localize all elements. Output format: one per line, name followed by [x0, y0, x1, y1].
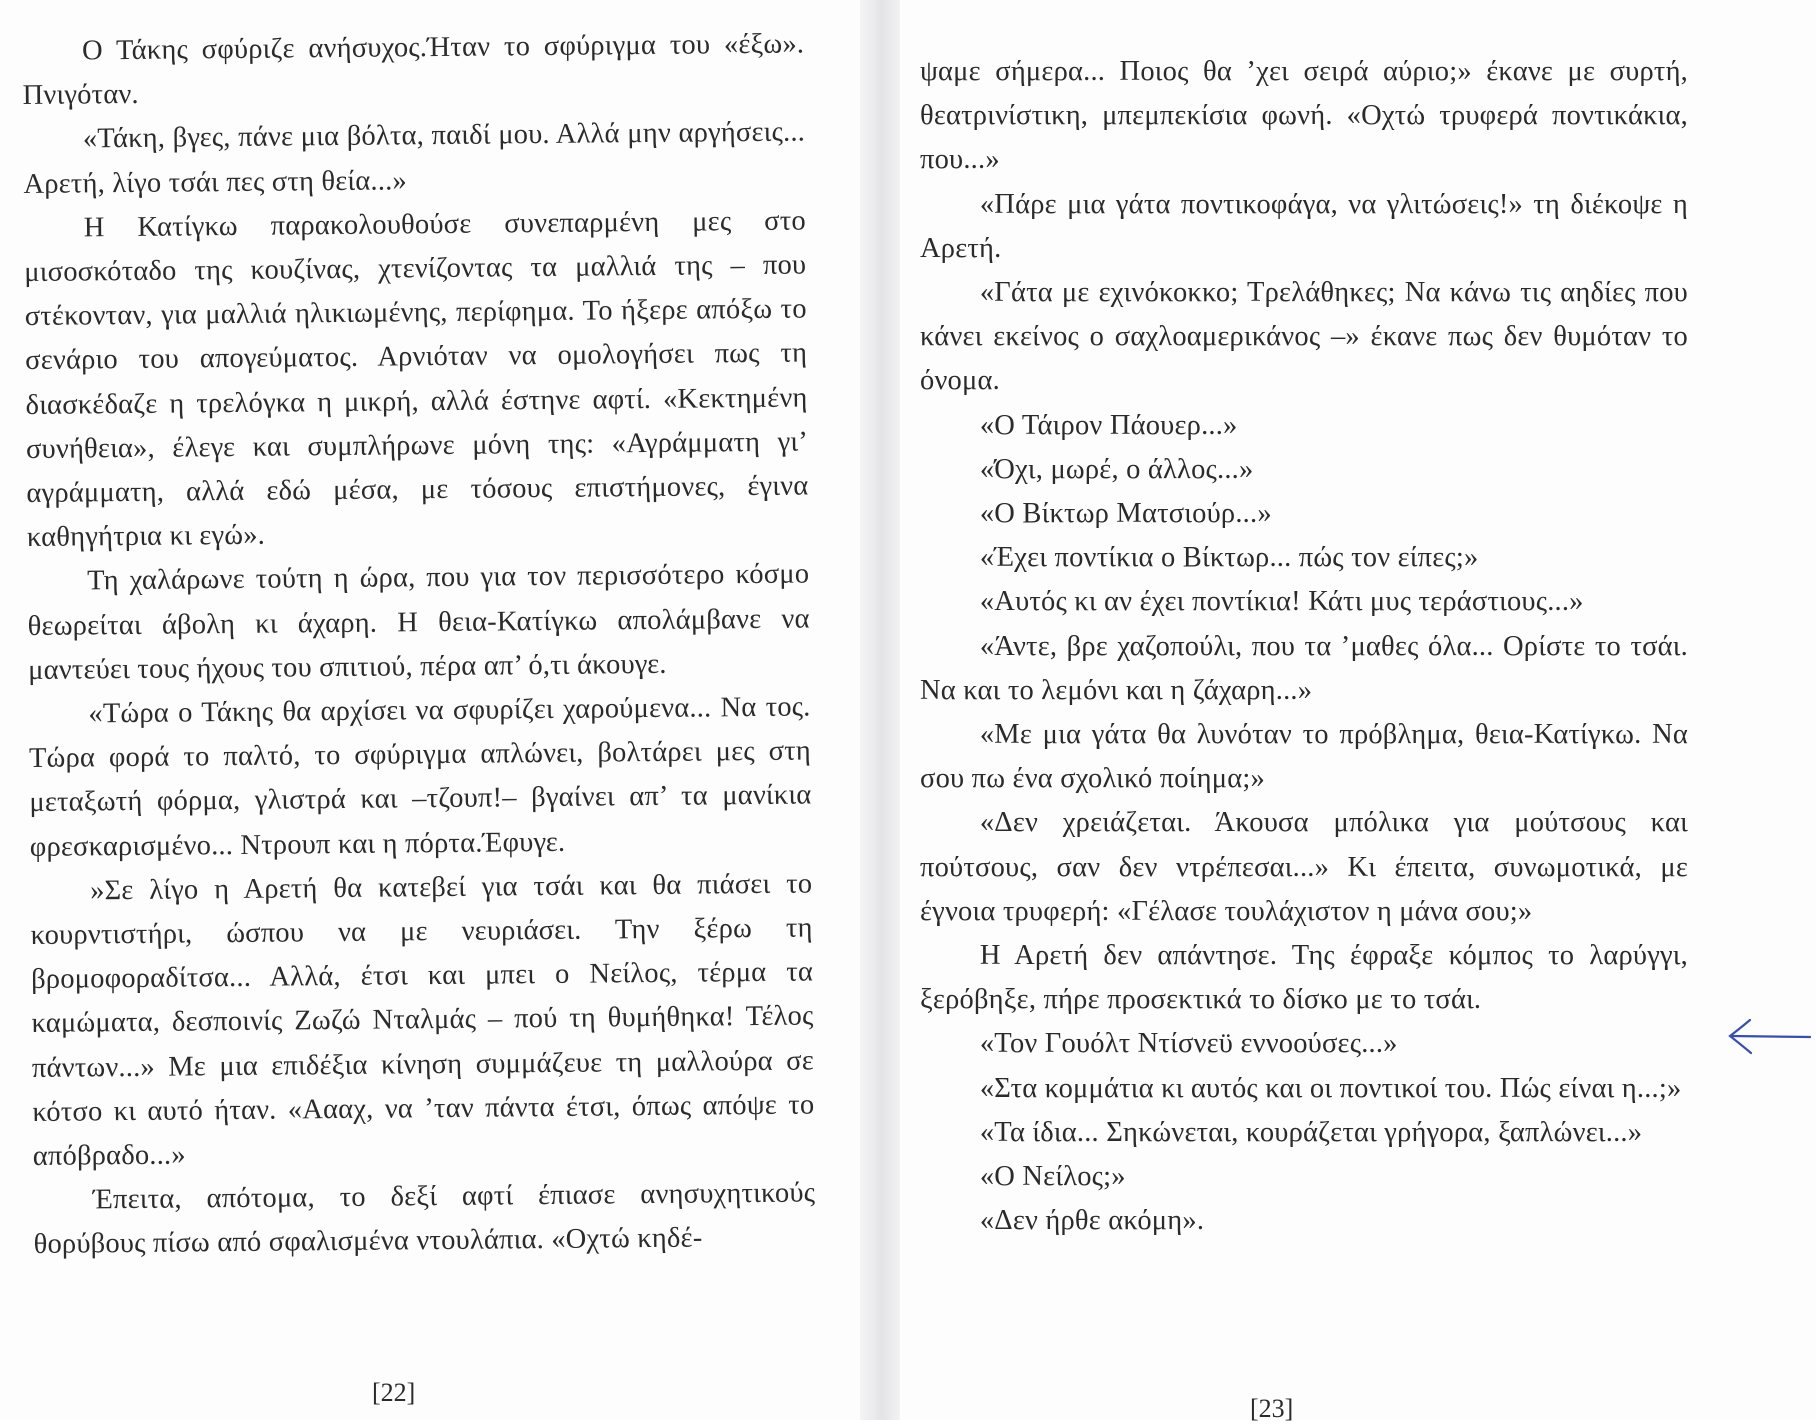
paragraph: ψαμε σήμερα... Ποιος θα ’χει σειρά αύριο;» έκανε με συρτή, θεατρινίστικη, μπεμπεκίσια φωνή. «Οχτώ τρυφερά ποντικάκια, που...»: [920, 56, 1688, 176]
paragraph: »Σε λίγο η Αρετή θα κατεβεί για τσάι και θα πιάσει το κουρντιστήρι, ώσπου να με νευριάσει. Την ξέρω τη βρομοφοραδίτσα... Αλλά, έτσι και μπει ο Νείλος, τέρμα τα καμώματα, δεσποινίς Ζωζώ Νταλμάς – πού τη θυμήθηκα! Τέλος πάντων...» Με μια επιδέξια κίνηση συμμάζευε τη μαλλούρα σε κότσο κι αυτό ήταν. «Αααχ, να ’ταν πάντα έτσι, όπως απόψε το απόβραδο...»: [30, 868, 815, 1173]
left-page-text: [22, 22, 816, 1267]
paragraph: Ο Τάκης σφύριζε ανήσυχος.Ήταν το σφύριγμα του «έξω». Πνιγόταν.: [22, 28, 805, 112]
paragraph: «Όχι, μωρέ, ο άλλος...»: [979, 453, 1254, 485]
paragraph: «Δεν χρειάζεται. Άκουσα μπόλικα για μούτσους και πούτσους, σαν δεν ντρέπεσαι...» Κι έπειτα, συνωμοτικά, με έγνοια τρυφερή: «Γέλασε τουλάχιστον η μάνα σου;»: [920, 807, 1688, 927]
paragraph: «Άντε, βρε χαζοπούλι, που τα ’μαθες όλα... Ορίστε το τσάι. Να και το λεμόνι και η ζάχαρη...»: [920, 630, 1688, 706]
paragraph: Έπειτα, απότομα, το δεξί αφτί έπιασε ανησυχητικούς θορύβους πίσω από σφαλισμένα ντουλάπια. «Οχτώ κηδέ-: [33, 1177, 816, 1261]
paragraph: Η Αρετή δεν απάντησε. Της έφραξε κόμπος το λαρύγγι, ξερόβηξε, πήρε προσεκτικά το δίσκο με το τσάι.: [920, 940, 1688, 1016]
right-page: [900, 0, 1816, 1423]
page-number: [22]: [372, 1378, 416, 1407]
paragraph: «Δεν ήρθε ακόμη».: [979, 1205, 1205, 1237]
paragraph: «Γάτα με εχινόκοκκο; Τρελάθηκες; Να κάνω τις αηδίες που κάνει εκείνος ο σαχλοαμερικάνος –» έκανε πως δεν θυμόταν το όνομα.: [920, 277, 1688, 397]
paragraph: «Ο Τάιρον Πάουερ...»: [979, 409, 1238, 441]
paragraph: Η Κατίγκω παρακολουθούσε συνεπαρμένη μες στο μισοσκόταδο της κουζίνας, χτενίζοντας τα μαλλιά της – που στέκονταν, για μαλλιά ηλικιωμένης, περίφημα. Το ήξερε απόξω το σενάριο του απογεύματος. Αρνιόταν να ομολογήσει πως τη διασκέδαζε η τρελόγκα η μικρή, αλλά έστηνε αφτί. «Κεκτημένη συνήθεια», έλεγε και συμπλήρωνε μόνη της: «Αγράμματη γι’ αγράμματη, αλλά εδώ μέσα, με τόσους επιστήμονες, έγινα καθηγήτρια κι εγώ».: [24, 205, 809, 554]
paragraph: «Αυτός κι αν έχει ποντίκια! Κάτι μυς τεράστιους...»: [979, 586, 1584, 618]
paragraph: «Τάκη, βγες, πάνε μια βόλτα, παιδί μου. Αλλά μην αργήσεις... Αρετή, λίγο τσάι πες στη θεία...»: [23, 116, 806, 200]
paragraph: «Με μια γάτα θα λυνόταν το πρόβλημα, θεια-Κατίγκω. Να σου πω ένα σχολικό ποίημα;»: [920, 719, 1688, 795]
book-gutter: [860, 0, 900, 1420]
handdrawn-arrow-left-icon: [1726, 1016, 1812, 1056]
paragraph: «Έχει ποντίκια ο Βίκτωρ... πώς τον είπες;»: [979, 542, 1479, 574]
paragraph: «Πάρε μια γάτα ποντικοφάγα, να γλιτώσεις!» τη διέκοψε η Αρετή.: [920, 188, 1688, 264]
paragraph: «Στα κομμάτια κι αυτός και οι ποντικοί του. Πώς είναι η...;»: [979, 1072, 1682, 1104]
right-page-text: [920, 50, 1688, 1243]
paragraph: «Τα ίδια... Σηκώνεται, κουράζεται γρήγορα, ξαπλώνει...»: [979, 1116, 1643, 1148]
paragraph: «Ο Νείλος;»: [979, 1161, 1126, 1193]
paragraph: «Τώρα ο Τάκης θα αρχίσει να σφυρίζει χαρούμενα... Να τος. Τώρα φορά το παλτό, το σφύριγμα απλώνει, βολτάρει μες στη μεταξωτή φόρμα, γλιστρά και –τζουπ!– βγαίνει απ’ τα μανίκια φρεσκαρισμένο... Ντρουπ και η πόρτα.Έφυγε.: [28, 691, 812, 863]
paragraph: «Ο Βίκτωρ Ματσιούρ...»: [979, 498, 1272, 530]
paragraph: Τη χαλάρωνε τούτη η ώρα, που για τον περισσότερο κόσμο θεωρείται άβολη κι άχαρη. Η θεια-Κατίγκω απολάμβανε να μαντεύει τους ήχους του σπιτιού, πέρα απ’ ό,τι άκουγε.: [27, 558, 810, 686]
page-number: [23]: [1250, 1394, 1294, 1423]
paragraph: «Τον Γουόλτ Ντίσνεϋ εννοούσες...»: [979, 1028, 1398, 1060]
left-page: [0, 0, 860, 1420]
